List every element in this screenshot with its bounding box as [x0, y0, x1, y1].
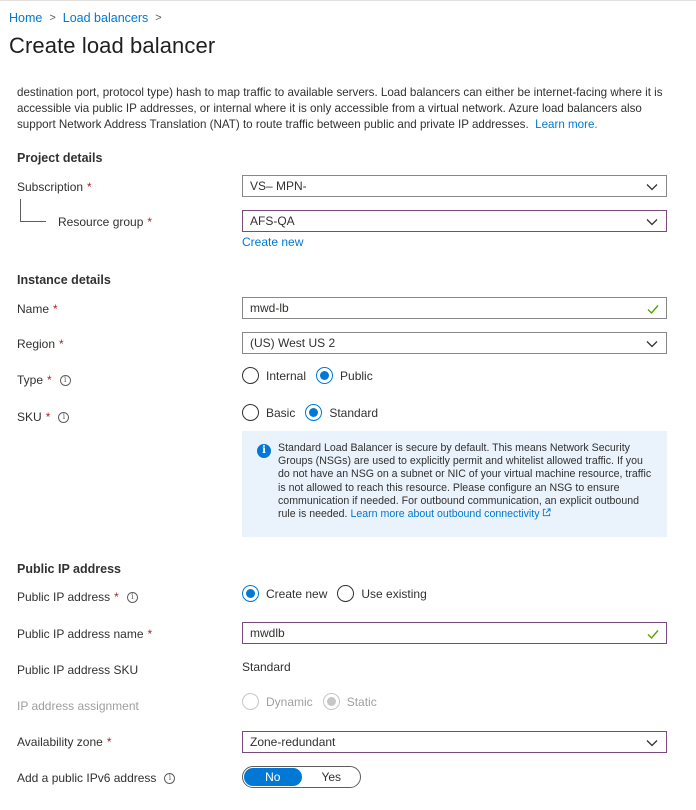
sku-label-text: SKU	[17, 410, 42, 424]
chevron-down-icon	[646, 338, 658, 350]
name-input[interactable]	[242, 297, 667, 319]
ip-assignment-option-static: Static	[346, 694, 377, 709]
required-marker: *	[45, 410, 51, 424]
radio-circle-selected	[242, 585, 259, 602]
chevron-down-icon	[646, 216, 658, 228]
public-ip-sku-label: Public IP address SKU	[17, 663, 139, 677]
top-border	[0, 0, 696, 1]
ipv6-toggle[interactable]	[242, 766, 361, 788]
chevron-right-icon: >	[49, 12, 56, 24]
required-marker: *	[147, 215, 153, 229]
section-instance-details: Instance details	[17, 273, 111, 287]
info-icon[interactable]: i	[127, 592, 138, 603]
breadcrumb-home[interactable]: Home	[9, 11, 43, 25]
name-label-text: Name	[17, 302, 50, 316]
sku-option-basic: Basic	[266, 405, 296, 420]
type-radio-group	[242, 367, 383, 384]
standard-sku-info-box	[242, 431, 667, 537]
resource-group-value: AFS-QA	[250, 214, 295, 228]
resource-group-label-text: Resource group	[58, 215, 144, 229]
ip-assignment-label: IP address assignment	[17, 699, 139, 713]
public-ip-address-label	[17, 590, 138, 604]
public-ip-name-label-text: Public IP address name	[17, 627, 144, 641]
subscription-value: VS– MPN-	[250, 179, 307, 193]
type-radio-internal[interactable]	[242, 367, 306, 384]
ipv6-label	[17, 771, 175, 785]
availability-zone-label	[17, 735, 112, 749]
radio-circle	[337, 585, 354, 602]
public-ip-radio-use-existing[interactable]	[337, 585, 426, 602]
type-label	[17, 373, 71, 387]
type-option-internal: Internal	[266, 368, 307, 383]
public-ip-name-value: mwdlb	[250, 626, 285, 640]
description-text: destination port, protocol type) hash to map traffic to available servers. Load balancers can either be internet-facing where it is accessible via public IP addresses, or internal where it is only accessible from a virtual network. Azure load balancers also support Network Address Translation (NAT) to route traffic between public and private IP addresses.	[17, 86, 663, 131]
availability-zone-dropdown[interactable]	[242, 731, 667, 753]
info-icon[interactable]: i	[164, 773, 175, 784]
chevron-down-icon	[646, 737, 658, 749]
public-ip-name-input[interactable]	[242, 622, 667, 644]
chevron-down-icon	[646, 181, 658, 193]
region-label	[17, 337, 64, 351]
checkmark-icon	[647, 628, 659, 640]
sku-option-standard: Standard	[329, 405, 379, 420]
availability-zone-value: Zone-redundant	[250, 735, 336, 749]
public-ip-name-label	[17, 627, 152, 641]
breadcrumb-load-balancers[interactable]: Load balancers	[62, 11, 149, 25]
sku-radio-standard[interactable]	[305, 404, 378, 421]
chevron-right-icon: >	[155, 12, 162, 24]
outbound-connectivity-link-text: Learn more about outbound connectivity	[350, 508, 540, 521]
learn-more-link[interactable]: Learn more.	[535, 118, 598, 131]
name-label	[17, 302, 58, 316]
radio-circle	[242, 693, 259, 710]
subscription-dropdown[interactable]	[242, 175, 667, 197]
breadcrumb	[9, 11, 169, 25]
ip-assignment-option-dynamic: Dynamic	[266, 694, 313, 709]
radio-circle	[242, 404, 259, 421]
required-marker: *	[53, 302, 58, 316]
type-label-text: Type	[17, 373, 44, 387]
sku-radio-basic[interactable]	[242, 404, 295, 421]
type-radio-public[interactable]	[316, 367, 373, 384]
region-dropdown[interactable]	[242, 332, 667, 354]
public-ip-option-create-new: Create new	[266, 586, 328, 601]
description	[17, 85, 677, 133]
ipv6-label-text: Add a public IPv6 address	[17, 771, 157, 785]
info-box-text: Standard Load Balancer is secure by default. This means Network Security Groups (NSGs) are used to explicitly permit and whitelist allowed traffic. If you do not have an NSG on a subnet or NIC of your virtual machine resource, traffic is not allowed to reach this resource. Please configure an NSG to ensure communication if needed. For outbound communication, an explicit outbound rule is needed.	[278, 442, 652, 521]
tree-connector	[20, 199, 46, 222]
required-marker: *	[114, 590, 119, 604]
radio-circle-selected	[305, 404, 322, 421]
public-ip-radio-create-new[interactable]	[242, 585, 327, 602]
name-value: mwd-lb	[250, 301, 289, 315]
outbound-connectivity-link[interactable]	[350, 508, 551, 520]
public-ip-sku-value: Standard	[242, 660, 291, 674]
required-marker: *	[147, 627, 153, 641]
region-label-text: Region	[17, 337, 56, 351]
type-option-public: Public	[340, 368, 373, 383]
section-project-details: Project details	[17, 151, 103, 165]
sku-label	[17, 410, 69, 424]
availability-zone-label-text: Availability zone	[17, 735, 103, 749]
ipv6-toggle-yes[interactable]: Yes	[321, 770, 342, 784]
info-icon[interactable]: i	[60, 375, 71, 386]
info-circle-icon: i	[257, 444, 271, 458]
sku-radio-group	[242, 404, 388, 421]
create-new-resource-group-link[interactable]: Create new	[242, 235, 304, 249]
info-icon[interactable]: i	[58, 412, 69, 423]
page-title: Create load balancer	[9, 33, 216, 58]
required-marker: *	[59, 337, 64, 351]
region-value: (US) West US 2	[250, 336, 336, 350]
ip-assignment-radio-group	[242, 693, 387, 710]
ipv6-toggle-no[interactable]: No	[244, 768, 302, 786]
required-marker: *	[87, 180, 92, 194]
ip-assignment-radio-static	[323, 693, 377, 710]
radio-circle-selected	[323, 693, 340, 710]
resource-group-label	[58, 215, 152, 229]
ip-assignment-radio-dynamic	[242, 693, 313, 710]
public-ip-option-use-existing: Use existing	[361, 586, 427, 601]
radio-circle-selected	[316, 367, 333, 384]
subscription-label	[17, 180, 92, 194]
radio-circle	[242, 367, 259, 384]
subscription-label-text: Subscription	[17, 180, 84, 194]
resource-group-dropdown[interactable]	[242, 210, 667, 232]
public-ip-radio-group	[242, 585, 437, 602]
checkmark-icon	[647, 303, 659, 315]
public-ip-address-label-text: Public IP address	[17, 590, 111, 604]
external-link-icon	[542, 508, 551, 517]
section-public-ip: Public IP address	[17, 562, 121, 576]
required-marker: *	[47, 373, 52, 387]
required-marker: *	[106, 735, 112, 749]
